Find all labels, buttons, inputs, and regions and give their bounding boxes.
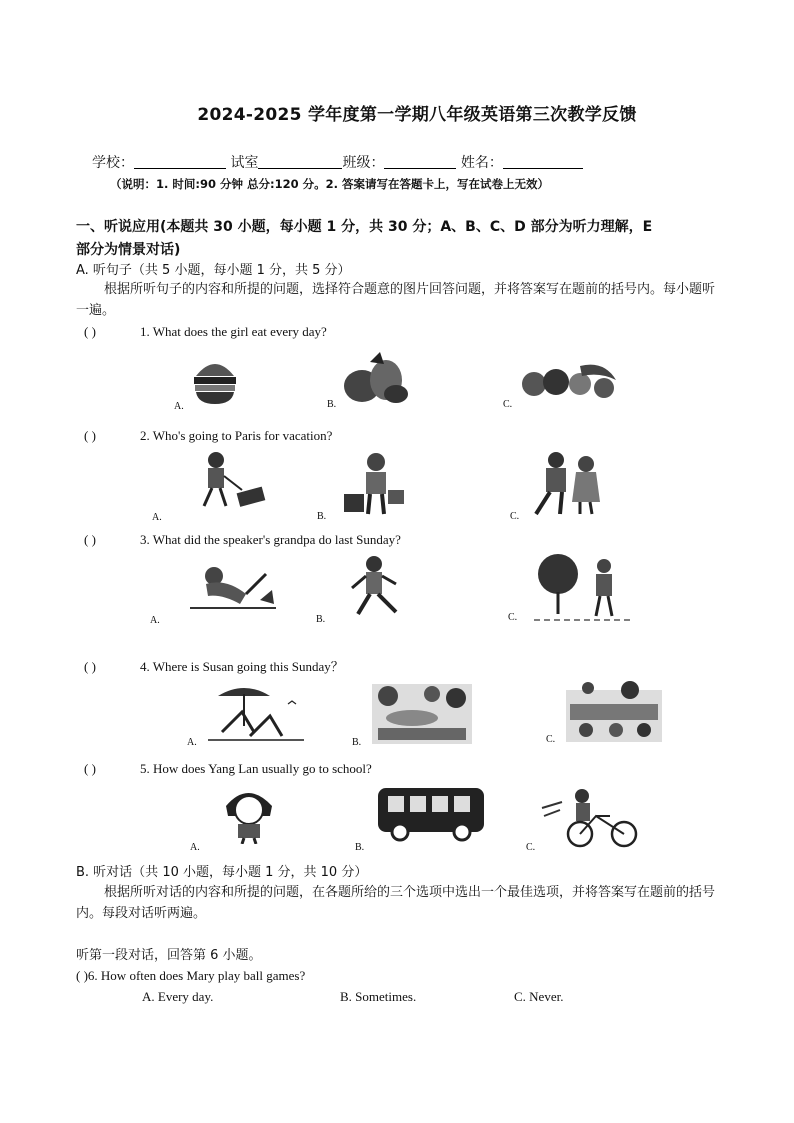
room-label: 试室 [230,155,259,171]
couple-picture [530,450,610,516]
question-text: 5. How does Yang Lan usually go to school? [140,761,372,776]
answer-paren[interactable]: ( ) [84,659,96,674]
question-text: 2. Who's going to Paris for vacation? [140,428,333,443]
bus-picture [374,784,488,842]
option-label: C. [508,612,518,623]
option-label: B. [316,614,326,625]
part-a-title: A. 听句子（共 5 小题，每小题 1 分，共 5 分） [76,263,351,278]
question-text: 4. Where is Susan going this Sunday？ [140,659,344,674]
park-picture [372,684,472,744]
man-with-luggage-picture [340,450,408,516]
zoo-picture [566,680,662,742]
man-running-picture [344,554,410,624]
option-label: B. [352,737,362,748]
option-label: C. [510,511,520,522]
question-6 [76,968,305,984]
q6-option-b[interactable]: B. Sometimes. [340,989,417,1004]
girl-walking-picture [218,784,280,844]
part-b-title: B. 听对话（共 10 小题，每小题 1 分，共 10 分） [76,865,368,880]
room-blank[interactable] [258,154,342,169]
beach-picture [208,682,304,744]
question-4 [84,656,344,675]
q6-option-a[interactable]: A. Every day. [142,989,214,1004]
option-label: C. [526,842,536,853]
option-label: B. [317,511,327,522]
option-label: B. [355,842,365,853]
question-2 [84,428,332,444]
option-label: A. [150,615,160,626]
question-text: 3. What did the speaker's grandpa do last Sunday? [140,532,401,547]
answer-paren[interactable]: ( ) [84,428,96,443]
vegetables-picture [340,350,410,406]
answer-paren[interactable]: ( ) [84,532,96,547]
hamburger-picture [190,352,240,408]
planting-tree-picture [534,552,630,626]
page-title: 2024-2025 学年度第一学期八年级英语第三次教学反馈 [197,105,637,125]
answer-paren[interactable]: ( ) [84,324,96,339]
fruit-picture [520,358,620,400]
section-1-heading: 一、听说应用(本题共 30 小题，每小题 1 分，共 30 分；A、B、C、D 部分为听力理解，E 部分为情景对话) [76,219,653,258]
question-3 [84,532,401,548]
girl-cycling-picture [540,786,642,850]
option-label: B. [327,399,337,410]
exam-note: （说明：1. 时间:90 分钟 总分:120 分。2. 答案请写在答题卡上，写在试卷上无效） [110,177,549,191]
girl-with-suitcase-picture [180,450,270,512]
question-text: 1. What does the girl eat every day? [140,324,327,339]
option-label: A. [174,401,184,412]
question-5 [84,761,372,777]
q6-option-c[interactable]: C. Never. [514,989,564,1004]
answer-paren[interactable]: ( ) [84,761,96,776]
part-b-instruction: 根据所听对话的内容和所提的问题，在各题所给的三个选项中选出一个最佳选项，并将答案写在题前的括号内。每段对话听两遍。 [76,885,716,921]
part-a-instruction: 根据所听句子的内容和所提的问题，选择符合题意的图片回答问题，并将答案写在题前的括号内。每小题听一遍。 [76,282,716,318]
student-info-line [92,152,583,172]
answer-paren[interactable]: ( ) [76,968,88,983]
class-label: 班级： [342,155,385,171]
dialog-1-instruction: 听第一段对话，回答第 6 小题。 [76,948,262,963]
name-label: 姓名： [460,155,503,171]
question-text: 6. How often does Mary play ball games? [87,968,306,983]
class-blank[interactable] [384,154,456,169]
name-blank[interactable] [503,154,583,169]
man-falling-picture [186,560,280,614]
option-label: A. [187,737,197,748]
option-label: A. [190,842,200,853]
school-blank[interactable] [134,154,226,169]
option-label: A. [152,512,162,523]
option-label: C. [546,734,556,745]
question-1 [84,324,327,340]
school-label: 学校： [92,155,134,171]
option-label: C. [503,399,513,410]
